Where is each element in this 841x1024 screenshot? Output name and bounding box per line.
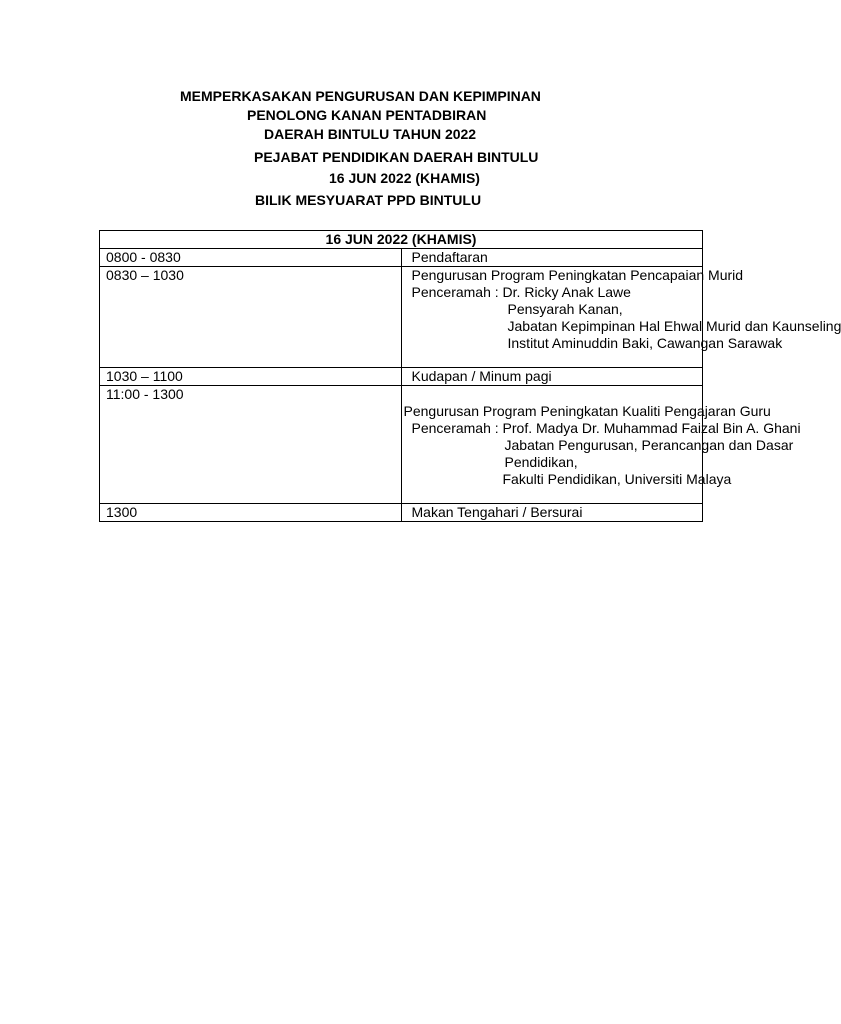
activity-line: Pengurusan Program Peningkatan Pencapaian Murid [411, 267, 744, 283]
time-cell: 1030 – 1100 [100, 368, 402, 386]
activity-line: Makan Tengahari / Bersurai [411, 504, 583, 520]
activity-line: Penceramah : Dr. Ricky Anak Lawe [411, 284, 631, 300]
activity-line: Pendidikan, [504, 454, 578, 470]
activity-cell [401, 249, 703, 267]
header-line-4: PEJABAT PENDIDIKAN DAERAH BINTULU [254, 149, 539, 165]
activity-line: Pendaftaran [411, 249, 488, 265]
activity-cell [401, 267, 841, 368]
header-line-6: BILIK MESYUARAT PPD BINTULU [255, 192, 482, 208]
activity-line: Institut Aminuddin Baki, Cawangan Sarawak [507, 335, 783, 351]
activity-line: Kudapan / Minum pagi [411, 368, 552, 384]
table-row [100, 368, 703, 386]
activity-line: Jabatan Kepimpinan Hal Ehwal Murid dan Kaunseling [507, 318, 841, 334]
activity-line: Jabatan Pengurusan, Perancangan dan Dasar [504, 437, 794, 453]
activity-line: Pengurusan Program Peningkatan Kualiti Pengajaran Guru [403, 403, 771, 419]
schedule-table [99, 230, 841, 522]
table-heading-row [100, 231, 703, 249]
header-line-1: MEMPERKASAKAN PENGURUSAN DAN KEPIMPINAN [180, 88, 541, 104]
activity-line: Pensyarah Kanan, [507, 301, 623, 317]
header-line-5: 16 JUN 2022 (KHAMIS) [329, 170, 480, 186]
header-line-2: PENOLONG KANAN PENTADBIRAN [247, 107, 487, 123]
activity-cell [401, 368, 703, 386]
activity-line: Fakulti Pendidikan, Universiti Malaya [502, 471, 732, 487]
time-cell: 1300 [100, 504, 402, 522]
table-row [100, 386, 703, 504]
header-line-3: DAERAH BINTULU TAHUN 2022 [264, 126, 477, 142]
table-row [100, 504, 703, 522]
table-heading: 16 JUN 2022 (KHAMIS) [100, 231, 703, 249]
time-cell: 0830 – 1030 [100, 267, 402, 368]
activity-cell [401, 386, 801, 504]
activity-cell [401, 504, 703, 522]
time-cell: 11:00 - 1300 [100, 386, 402, 504]
time-cell: 0800 - 0830 [100, 249, 402, 267]
table-row [100, 267, 703, 368]
activity-line: Penceramah : Prof. Madya Dr. Muhammad Faizal Bin A. Ghani [411, 420, 801, 436]
table-row [100, 249, 703, 267]
